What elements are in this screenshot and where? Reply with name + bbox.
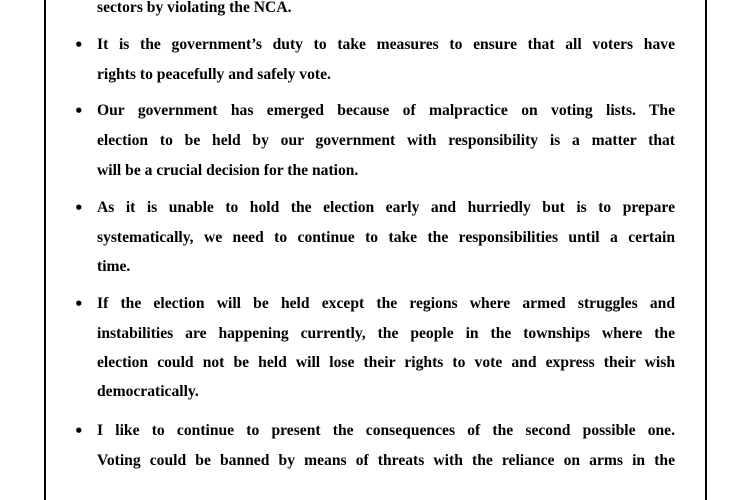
bullet-2-line-3: will be a crucial decision for the nation. bbox=[97, 162, 359, 179]
bullet-marker: • bbox=[74, 422, 84, 440]
bullet-3-line-3: time. bbox=[97, 258, 131, 275]
bullet-1-line-2: rights to peacefully and safely vote. bbox=[97, 66, 331, 83]
bullet-1-line-1: It is the government’s duty to take measures to ensure that all voters have bbox=[97, 36, 675, 53]
paragraph-fragment: sectors by violating the NCA. bbox=[97, 0, 292, 16]
bullet-2-line-2: election to be held by our government with responsibility is a matter that bbox=[97, 132, 675, 149]
bullet-marker: • bbox=[74, 295, 84, 313]
bullet-5-line-2: Voting could be banned by means of threats with the reliance on arms in the bbox=[97, 452, 675, 469]
bullet-4-line-3: election could not be held will lose their rights to vote and express their wish bbox=[97, 354, 675, 371]
bullet-4-line-2: instabilities are happening currently, the people in the townships where the bbox=[97, 325, 675, 342]
bullet-3-line-2: systematically, we need to continue to take the responsibilities until a certain bbox=[97, 229, 675, 246]
bullet-marker: • bbox=[74, 102, 84, 120]
bullet-marker: • bbox=[74, 199, 84, 217]
bullet-marker: • bbox=[74, 36, 84, 54]
bullet-4-line-4: democratically. bbox=[97, 383, 199, 400]
bullet-5-line-1: I like to continue to present the consequences of the second possible one. bbox=[97, 422, 675, 439]
bullet-3-line-1: As it is unable to hold the election early and hurriedly but is to prepare bbox=[97, 199, 675, 216]
bullet-2-line-1: Our government has emerged because of malpractice on voting lists. The bbox=[97, 102, 675, 119]
bullet-4-line-1: If the election will be held except the regions where armed struggles and bbox=[97, 295, 675, 312]
